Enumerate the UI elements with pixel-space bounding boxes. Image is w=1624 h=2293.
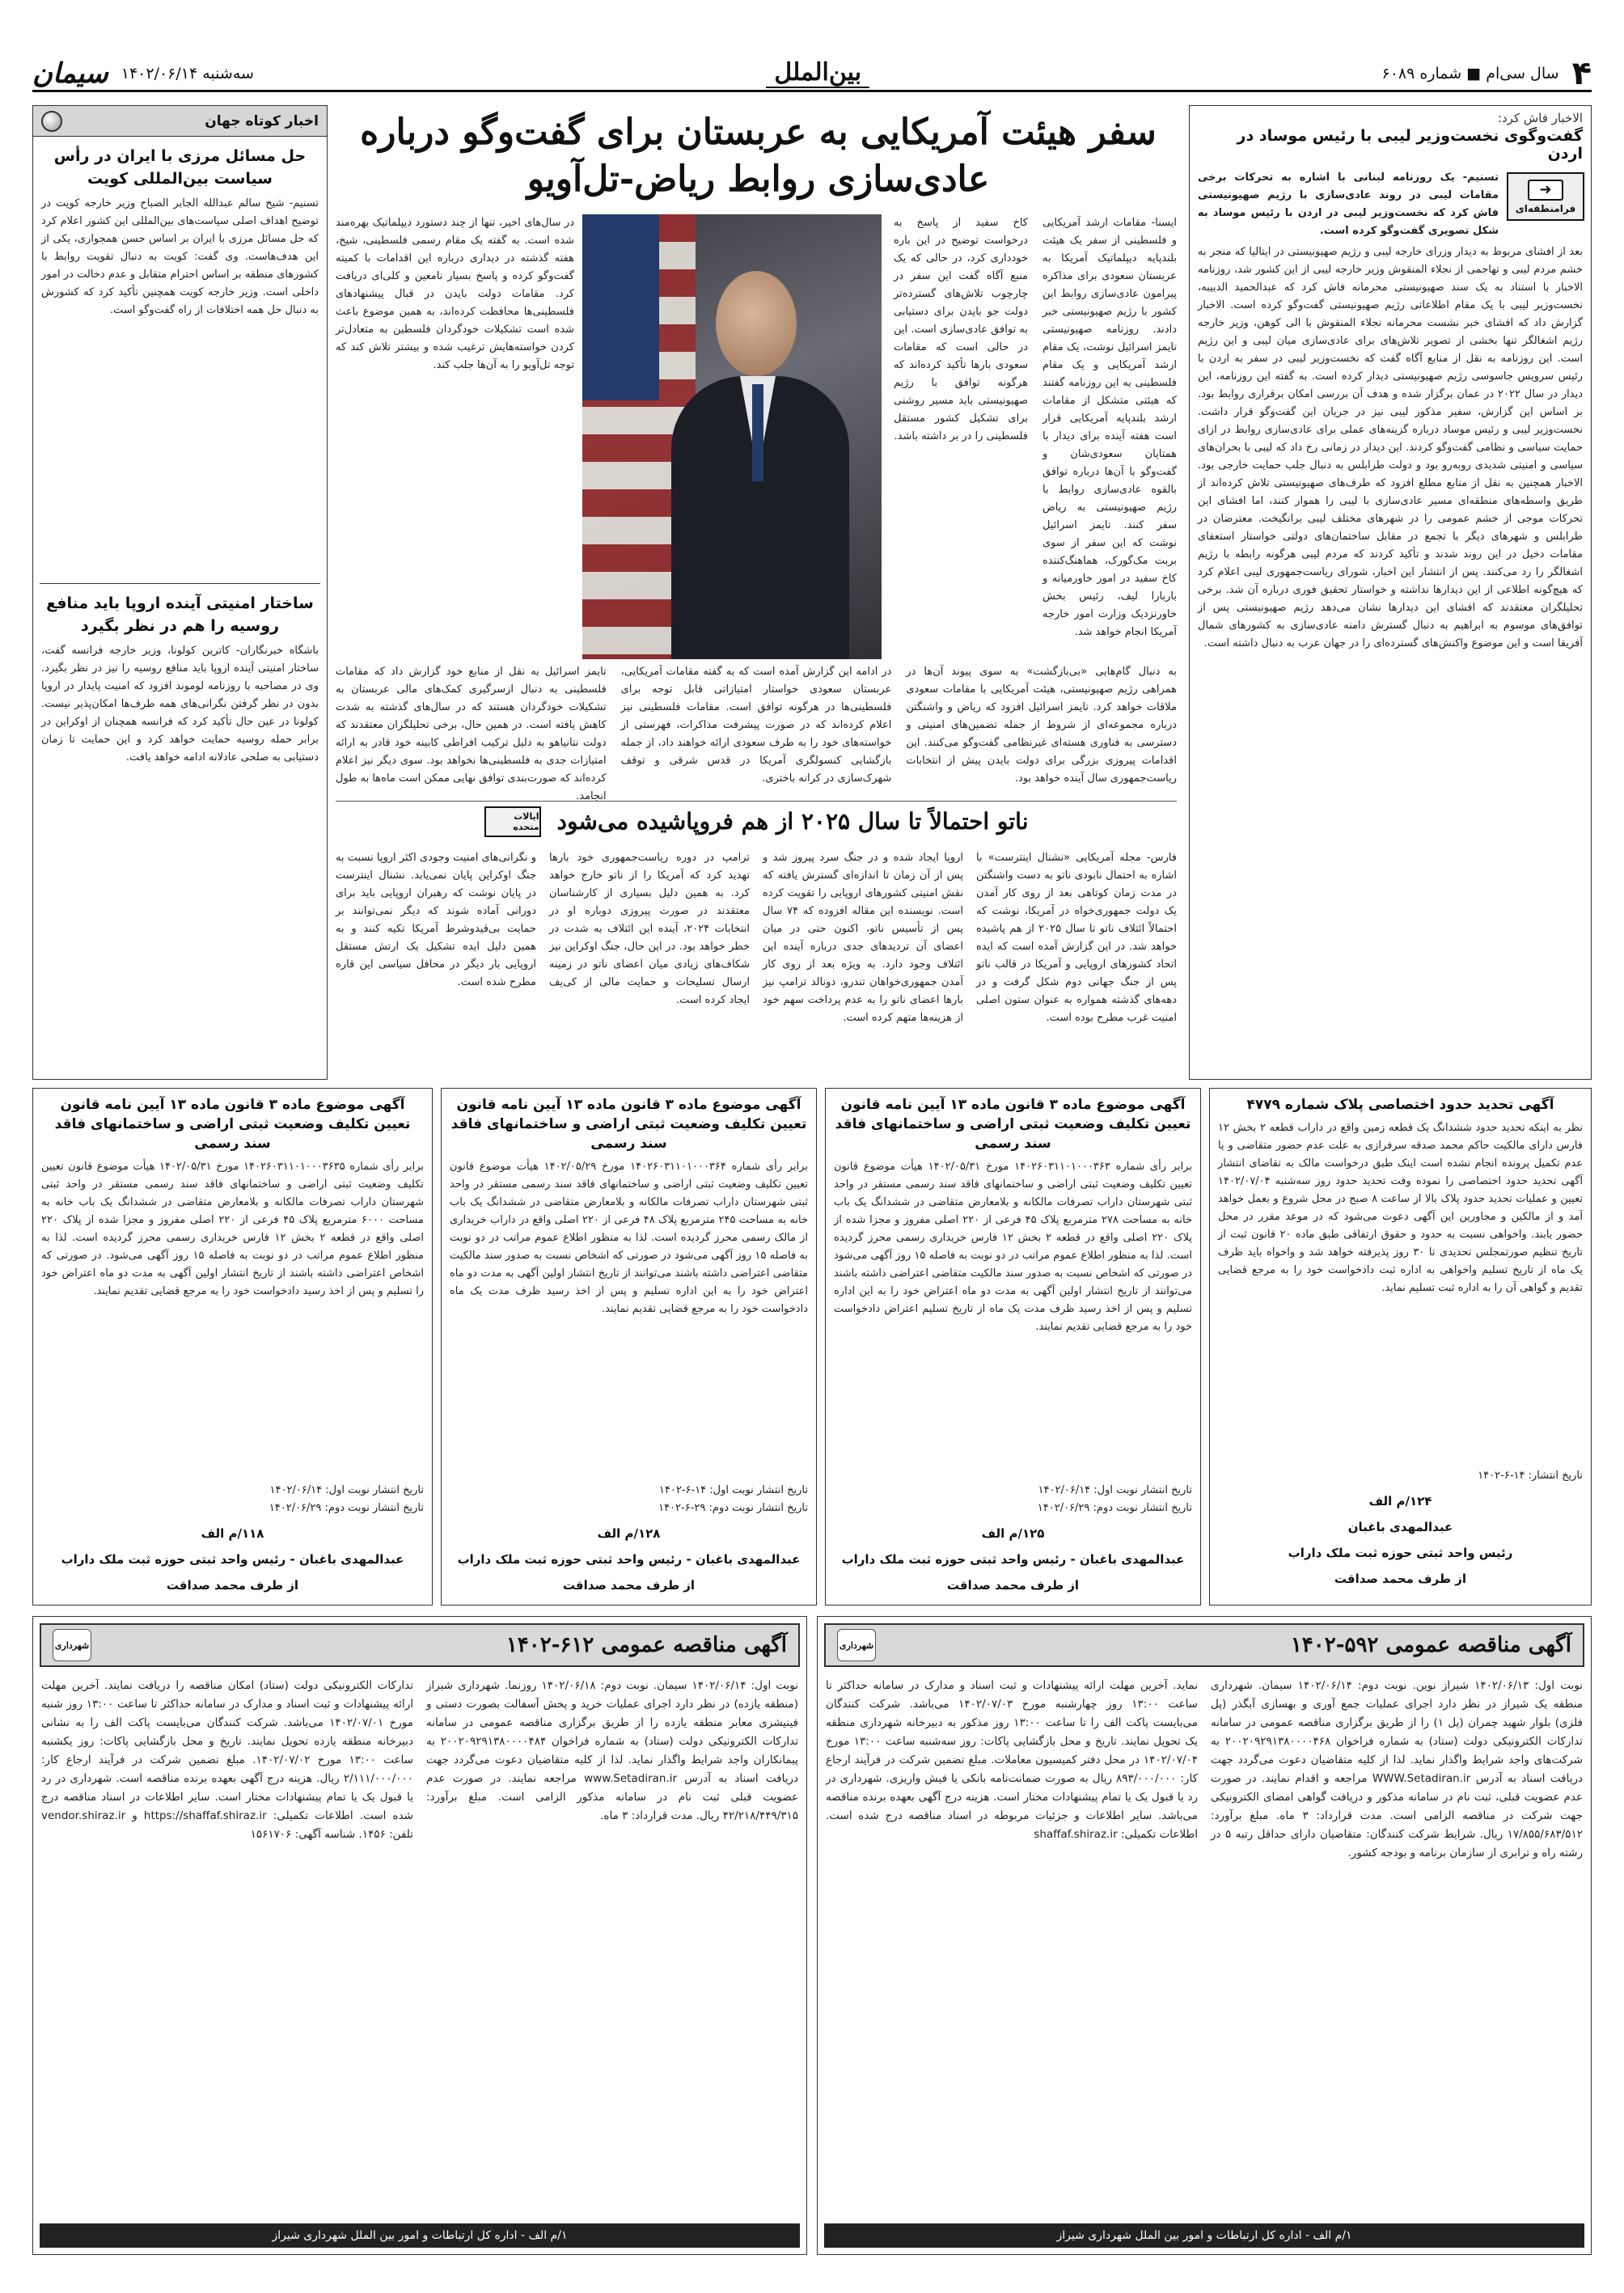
- tender-592-col-right: نوبت اول: ۱۴۰۲/۰۶/۱۳ شیراز نوین. نوبت دوم: ۱۴۰۲/۰۶/۱۴ سیمان. شهرداری منطقه یک شیراز در نظر دارد اجرای عملیات جمع آوری و بهسازی آبگذر (پل فلزی) بلوار شهید چمران (پل ۱) را از طریق برگزاری مناقصه عمومی در سامانه تدارکات الکترونیکی دولت (ستاد) به شماره فراخوان ۲۰۰۲۰۹۲۹۱۳۸۰۰۰۰۴۶۸ به شرکت‌های واجد شرایط واگذار نماید. لذا از کلیه متقاضیان دعوت می‌گردد جهت دریافت اسناد به آدرس WWW.Setadiran.ir مراجعه و اقدام نمایند. در صورت عدم عضویت قبلی، ثبت نام در سامانه مذکور و دریافت گواهی امضای الکترونیکی جهت شرکت در مناقصه الزامی است. مدت قرارداد: ۳ ماه. مبلغ برآورد: ۱۷/۸۵۵/۶۸۳/۵۱۲ ریال. شرایط شرکت کنندگان: متقاضیان دارای حداقل رتبه ۵ در رشته راه و ترابری از سازمان برنامه و بودجه کشور.: [1211, 1679, 1584, 1859]
- libya-story: [1189, 105, 1592, 1080]
- notice-3-date: تاریخ انتشار نوبت اول: ۱۴-۶-۱۴۰۲: [658, 1484, 808, 1496]
- nato-col3: ترامپ در دوره ریاست‌جمهوری خود بارها تهدید کرد که آمریکا را از ناتو خارج خواهد کرد. به همین دلیل بسیاری از کارشناسان معتقدند در صورت پیروزی دوباره او در انتخابات ۲۰۲۴، آینده این ائتلاف به شدت در خطر خواهد بود. در این حال، جنگ اوکراین نیز شکاف‌های زیادی میان اعضای ناتو در زمینه ارسال تسلیحات و حمایت مالی از کی‌یف ایجاد کرده است.: [549, 852, 750, 1006]
- notice-4-by: از طرف محمد صداقت: [166, 1578, 299, 1593]
- short-news-label: اخبار کوتاه جهان: [205, 112, 319, 129]
- tender-612-footer: ۱/م الف - اداره کل ارتباطات و امور بین الملل شهرداری شیراز: [40, 2223, 800, 2248]
- notice-4-date2: تاریخ انتشار نوبت دوم: ۱۴۰۲/۰۶/۲۹: [269, 1502, 424, 1514]
- nato-col1: فارس- مجله آمریکایی «نشنال اینترست» با اشاره به احتمال نابودی ناتو به دست واشنگتن در مدت زمان کوتاهی بعد از روی کار آمدن یک دولت جمهوری‌خواه در آمریکا، نوشت که احتمالاً ائتلاف ناتو تا سال ۲۰۲۵ از هم پاشیده خواهد شد. در این گزارش آمده است که ایده اتحاد کشورهای اروپایی و آمریکا در قالب ناتو پس از جنگ جهانی دوم شکل گرفت و در دهه‌های گذشته همواره به عنوان ستون اصلی امنیت غرب مطرح بوده است.: [976, 852, 1177, 1024]
- globe-icon: [41, 111, 62, 132]
- main-story-bottom-cols: [335, 663, 1177, 802]
- tender-592-col-left: نماید. آخرین مهلت ارائه پیشنهادات و ثبت اسناد و مدارک در سامانه حداکثر تا ساعت ۱۳:۰۰ روز چهارشنبه مورخ ۱۴۰۲/۰۷/۰۳ می‌باشد. شرکت کنندگان می‌بایست پاکت الف را تا ساعت ۱۳:۰۰ روز مذکور به دبیرخانه شهرداری منطقه یک تحویل نمایند. تاریخ و محل بازگشایی پاکات: روز سه‌شنبه ساعت ۱۳:۰۰ مورخ ۱۴۰۲/۰۷/۰۴ در محل دفتر کمیسیون معاملات. مبلغ تضمین شرکت در فرآیند ارجاع کار: ۸۹۳/۰۰۰/۰۰۰ ریال به صورت ضمانت‌نامه بانکی یا فیش واریزی. شهرداری در رد یا قبول یک یا تمام پیشنهادات مختار است. هزینه درج آگهی بعهده برنده مناقصه می‌باشد. سایر اطلاعات و جزئیات مربوطه در اسناد مناقصه درج شده است. اطلاعات تکمیلی: shaffaf.shiraz.ir: [826, 1679, 1198, 1841]
- notice-2-by: از طرف محمد صداقت: [946, 1578, 1080, 1593]
- tender-612-col-left: تدارکات الکترونیکی دولت (ستاد) امکان مناقصه را دریافت نمایند. آخرین مهلت ارائه پیشنهادات و ثبت اسناد و مدارک در سامانه حداکثر تا ساعت ۱۳:۰۰ روز شنبه مورخ ۱۴۰۲/۰۷/۰۱ می‌باشد. شرکت کنندگان می‌بایست پاکت الف را به نشانی دبیرخانه منطقه یازده تحویل نمایند. تاریخ و محل بازگشایی پاکات: روز یکشنبه ساعت ۱۳:۰۰ مورخ ۱۴۰۲/۰۷/۰۲. مبلغ تضمین شرکت در فرآیند ارجاع کار: ۲/۱۱۱/۰۰۰/۰۰۰ ریال. هزینه درج آگهی بعهده برنده مناقصه است. شهرداری در رد یا قبول یک یا تمام پیشنهادات مختار است. سایر اطلاعات در اسناد مناقصه درج شده است. اطلاعات تکمیلی: https://shaffaf.shiraz.ir و vendor.shiraz.ir تلفن: ۱۴۵۶. شناسه آگهی: ۱۵۶۱۷۰۶: [41, 1679, 414, 1841]
- notice-4-date: تاریخ انتشار نوبت اول: ۱۴۰۲/۰۶/۱۴: [269, 1484, 424, 1496]
- notice-1-body: نظر به اینکه تحدید حدود ششدانگ یک قطعه زمین واقع در داراب قطعه ۲ بخش ۱۲ فارس دارای مالکیت حاکم محمد صدقه سرفرازی به علت عدم حضور متقاضی و یا عدم تکمیل پرونده انجام نشده است اینک طبق درخواست مالک به تقاضای انتشار آگهی تحدید حدود اختصاصی را نموده وقت تحدید حدود روز سه‌شنبه ۱۴۰۲/۰۷/۰۴ تعیین و عملیات تحدید حدود پلاک بالا از ساعت ۸ صبح در محل شروع و بعمل خواهد آمد و از مالکین و مجاورین این آگهی دعوت می‌شود که در موعد مقرر در محل حضور یابند. واخواهی نسبت به حدود و حقوق ارتفاقی طبق ماده ۲۰ قانون ثبت از تاریخ تنظیم صورتمجلس تحدیدی تا ۳۰ روز پذیرفته خواهد شد و واخواه باید ظرف یک ماه از تاریخ تسلیم واخواهی به اداره ثبت دادخواست خود را به مرجع قضایی تقدیم و گواهی آن را به اداره ثبت تسلیم نماید.: [1218, 1122, 1583, 1294]
- main-text-a: ایسنا- مقامات ارشد آمریکایی و فلسطینی از سفر یک هیئت بلندپایه دیپلماتیک آمریکا به عربستان سعودی برای مذاکره پیرامون عادی‌سازی روابط این کشور با رژیم صهیونیستی خبر دادند. روزنامه صهیونیستی تایمز اسرائیل نوشت، یک مقام ارشد آمریکایی و یک مقام فلسطینی به این روزنامه گفتند که هیئتی متشکل از مقامات ارشد بلندپایه آمریکایی قرار است هفته آینده برای دیدار با همتایان سعودی‌شان و گفت‌وگو با آن‌ها درباره توافق بالقوه عادی‌سازی روابط با رژیم صهیونیستی به ریاض سفر کنند. تایمز اسرائیل نوشت که این سفر از سوی بربت مک‌گورک، هماهنگ‌کننده کاخ سفید در امور خاورمیانه و باربارا لیف، رئیس بخش خاورنزدیک وزارت امور خارجه آمریکا انجام خواهد شد.: [1042, 217, 1177, 638]
- shiraz-municipality-logo: شهرداری: [837, 1629, 876, 1661]
- notice-4: [32, 1088, 433, 1606]
- tender-612-header: [40, 1623, 800, 1667]
- divider: [40, 583, 320, 584]
- notice-2-title: آگهی موضوع ماده ۳ قانون ماده ۱۳ آیین نامه قانون تعیین تکلیف وضعیت ثبتی اراضی و ساختمانهای فاقد سند رسمی: [835, 1097, 1191, 1152]
- main-text-b: کاخ سفید از پاسخ به درخواست توضیح در این باره خودداری کرد، در حالی که یک منبع آگاه گفت این سفر در چارچوب تلاش‌های گسترده‌تر دولت جو بایدن برای دستیابی به توافق عادی‌سازی است. این در حالی است که مقامات سعودی بارها تأکید کرده‌اند که هرگونه توافق با رژیم صهیونیستی باید مسیر روشنی برای تشکیل کشور مستقل فلسطینی را در بر داشته باشد.: [894, 217, 1028, 442]
- tender-592-title: آگهی مناقصه عمومی ۵۹۲-۱۴۰۲: [1290, 1633, 1571, 1657]
- tender-592-body: [818, 1673, 1591, 2223]
- notice-4-body: برابر رأی شماره ۱۴۰۲۶۰۳۱۱۰۱۰۰۰۳۶۳۵ مورخ ۱۴۰۲/۰۵/۳۱ هیأت موضوع قانون تعیین تکلیف وضعیت ثبتی اراضی و ساختمانهای فاقد سند رسمی مستقر در واحد ثبتی شهرستان داراب تصرفات مالکانه و بلامعارض متقاضی در ششدانگ یک باب خانه به مساحت ۶۰۰۰ مترمربع پلاک ۴۵ فرعی از ۲۲۰ اصلی مفروز و مجزا شده از پلاک ۲۲۰ اصلی واقع در قطعه ۲ بخش ۱۲ فارس خریداری رسمی محرز گردیده است. لذا به منظور اطلاع عموم مراتب در دو نوبت به فاصله ۱۵ روز آگهی می‌شود. در صورتی که اشخاص اعتراضی داشته باشند از تاریخ انتشار اولین آگهی به مدت دو ماه اعتراض خود را تسلیم و پس از اخذ رسید دادخواست خود را به مرجع قضایی تقدیم نمایند.: [41, 1161, 424, 1297]
- main-text-c: در سال‌های اخیر، تنها از چند دستورد دیپلماتیک بهره‌مند شده است. به گفته یک مقام رسمی فلسطینی، شیخ، هفته گذشته در دیداری درباره این اقدامات با کمیته گفت‌وگو کرده و پاسخ بسیار نامعین و کلی‌ای دریافت کرد. مقامات دولت بایدن در قبال پیشنهادهای فلسطینی‌ها محافظت کرده‌اند، به همین موضوع باعث شده است تشکیلات خودگردان فلسطین به متعادل‌تر کردن خواسته‌هایش ترغیب شده و بیشتر تلاش کند که توجه تل‌آویو را به آن‌ها جلب کند.: [336, 217, 574, 371]
- short-news-label-bar: [33, 106, 327, 137]
- official-portrait: [671, 271, 833, 659]
- notice-1-code: ۱۲۴/م الف: [1368, 1494, 1432, 1508]
- header-right: [1382, 55, 1592, 92]
- europe-body: باشگاه خبرنگاران- کاترین کولونا، وزیر خارجه فرانسه گفت، ساختار امنیتی آینده اروپا باید منافع روسیه را نیز در نظر بگیرد. وی در مصاحبه با روزنامه لوموند افزود که امنیت پایدار در اروپا بدون در نظر گرفتن نگرانی‌های همه طرف‌ها امکان‌پذیر نیست. کولونا در عین حال تأکید کرد که فرانسه همچنان از اوکراین در برابر حمله روسیه حمایت خواهد کرد و این حمایت تا زمان دستیابی به صلحی عادلانه ادامه خواهد یافت.: [41, 645, 319, 764]
- section-title: بین‌الملل: [766, 58, 869, 88]
- notice-3-date2: تاریخ انتشار نوبت دوم: ۲۹-۶-۱۴۰۲: [658, 1502, 808, 1514]
- nato-col2: اروپا ایجاد شده و در جنگ سرد پیروز شد و پس از آن زمان تا اندازه‌ای گسترش یافته که نقش امنیتی کشورهای اروپایی را تقویت کرده است. نویسنده این مقاله افزوده که ۷۴ سال پس از تأسیس ناتو، اکنون حتی در میان اعضای آن تردیدهای جدی درباره آینده این ائتلاف وجود دارد. به ویژه بعد از روی کار آمدن جمهوری‌خواهان تندرو، دونالد ترامپ نیز بارها اعضای ناتو را به عدم پرداخت سهم خود از هزینه‌ها متهم کرده است.: [763, 852, 963, 1024]
- notice-4-signer: عبدالمهدی باغبان - رئیس واحد ثبتی حوزه ثبت ملک داراب: [61, 1552, 404, 1567]
- notice-3-by: از طرف محمد صداقت: [562, 1578, 696, 1593]
- notice-3: [441, 1088, 817, 1606]
- notice-1-date: تاریخ انتشار: ۱۴-۶-۱۴۰۲: [1478, 1470, 1583, 1482]
- notice-1-role: رئیس واحد ثبتی حوزه ثبت ملک داراب: [1288, 1546, 1513, 1560]
- libya-lead: تسنیم- یک روزنامه لبنانی با اشاره به تحرکات برخی مقامات لیبی در روند عادی‌سازی با رژیم صهیونیستی فاش کرد که نخست‌وزیر لیبی در اردن با رئیس موساد به شکل تصویری گفت‌وگو کرده است.: [1198, 171, 1499, 237]
- tender-592-footer: ۱/م الف - اداره کل ارتباطات و امور بین الملل شهرداری شیراز: [824, 2223, 1584, 2248]
- notice-3-code: ۱۲۸/م الف: [597, 1526, 661, 1541]
- notice-2-date: تاریخ انتشار نوبت اول: ۱۴۰۲/۰۶/۱۴: [1038, 1484, 1192, 1496]
- notice-1-signer: عبدالمهدی باغبان: [1347, 1520, 1453, 1534]
- notice-2-signer: عبدالمهدی باغبان - رئیس واحد ثبتی حوزه ثبت ملک داراب: [841, 1552, 1185, 1567]
- issue-date: سه‌شنبه ۱۴۰۲/۰۶/۱۴: [121, 64, 254, 82]
- notice-3-signer: عبدالمهدی باغبان - رئیس واحد ثبتی حوزه ثبت ملک داراب: [457, 1552, 801, 1567]
- page-number: ۴: [1571, 54, 1592, 92]
- nato-headline-bar: [336, 801, 1177, 841]
- notice-2-code: ۱۲۵/م الف: [981, 1526, 1045, 1541]
- legal-notices-row: [32, 1088, 1592, 1606]
- short-news-column: [32, 105, 328, 1080]
- kuwait-headline: حل مسائل مرزی با ایران در رأس سیاست بین‌المللی کویت: [53, 147, 307, 188]
- flag-canton: [582, 214, 659, 400]
- arrow-icon: ➜: [1528, 180, 1563, 201]
- nato-headline: ناتو احتمالاً تا سال ۲۰۲۵ از هم فروپاشیده می‌شود: [556, 808, 1029, 835]
- libya-kicker: الاخبار فاش کرد:: [1497, 111, 1583, 125]
- notice-1-title: آگهی تحدید حدود اختصاصی پلاک شماره ۴۷۷۹: [1246, 1097, 1554, 1113]
- main-headline-line1: سفر هیئت آمریکایی به عربستان برای گفت‌وگو درباره: [360, 112, 1157, 153]
- main-text-d: به دنبال گام‌هایی «بی‌بازگشت» به سوی پیوند آن‌ها در همراهی رژیم صهیونیستی، هیئت آمریکایی با مقامات سعودی ملاقات خواهد کرد. تایمز اسرائیل افزود که ریاض و واشنگتن درباره مجموعه‌ای از شروط از جمله تضمین‌های امنیتی و دسترسی به فناوری هسته‌ای غیرنظامی گفت‌وگو می‌کنند. این اقدامات پیروزی بزرگی برای دولت بایدن پیش از انتخابات ریاست‌جمهوری سال آینده خواهد بود.: [906, 666, 1177, 785]
- header-left: [32, 57, 254, 90]
- notice-2: [825, 1088, 1201, 1606]
- main-text-f: تایمز اسرائیل به نقل از منابع خود گزارش داد که مقامات فلسطینی به دنبال ازسرگیری کمک‌های مالی عربستان به تشکیلات خودگردان هستند که در سال‌های گذشته به شدت کاهش یافته است. در همین حال، برخی تحلیلگران معتقدند که دولت نتانیاهو به دلیل ترکیب افراطی کابینه خود قادر به ارائه امتیازات جدی به فلسطینی‌ها نخواهد بود. سوی دیگر نیز اعلام کرده‌اند که صورت‌بندی توافق نهایی ممکن است ماه‌ها به طول انجامد.: [335, 666, 607, 802]
- tender-612-body: [33, 1673, 806, 2223]
- usa-tag: ایالات متحده: [484, 806, 541, 837]
- region-tag-label: فرامنطقه‌ای: [1515, 202, 1576, 214]
- main-story-photo: [582, 214, 882, 659]
- tender-592: [817, 1616, 1592, 2255]
- notice-2-date2: تاریخ انتشار نوبت دوم: ۱۴۰۲/۰۶/۲۹: [1037, 1502, 1192, 1514]
- main-headline: [336, 109, 1181, 203]
- tender-592-header: [824, 1623, 1584, 1667]
- tender-612: [32, 1616, 807, 2255]
- main-story-left-cols: [336, 214, 574, 651]
- nato-story-cols: [336, 849, 1177, 1076]
- notice-4-title: آگهی موضوع ماده ۳ قانون ماده ۱۳ آیین نامه قانون تعیین تکلیف وضعیت ثبتی اراضی و ساختمانهای فاقد سند رسمی: [54, 1097, 411, 1152]
- issue-info: سال سی‌ام ■ شماره ۶۰۸۹: [1381, 64, 1559, 82]
- notice-1: [1209, 1088, 1592, 1606]
- main-story-right-cols: [894, 214, 1177, 651]
- main-text-e: در ادامه این گزارش آمده است که به گفته مقامات آمریکایی، عربستان سعودی خواستار امتیازاتی قابل توجه برای فلسطینی‌ها در هرگونه توافق است. مقامات فلسطینی نیز اعلام کرده‌اند که در صورت پیشرفت مذاکرات، فهرستی از خواسته‌های خود را به طرف سعودی ارائه خواهند داد، از جمله بازگشایی کنسولگری آمریکا در قدس شرقی و توقف شهرک‌سازی در کرانه باختری.: [620, 666, 892, 785]
- nato-col4: و نگرانی‌های امنیت وجودی اکثر اروپا نسبت به جنگ اوکراین پایان نمی‌یابد. نشنال اینترست در پایان نوشت که رهبران اروپایی باید برای دورانی آماده شوند که دیگر نمی‌توانند بر حمایت بی‌قیدوشرط آمریکا تکیه کنند و به همین دلیل ایده تشکیل یک ارتش مستقل اروپایی بار دیگر در محافل سیاسی این قاره مطرح شده است.: [336, 852, 536, 988]
- libya-headline: گفت‌وگوی نخست‌وزیر لیبی با رئیس موساد در اردن: [1237, 127, 1583, 163]
- shiraz-municipality-logo: شهرداری: [53, 1629, 91, 1661]
- page-header: [32, 54, 1592, 92]
- europe-headline: ساختار امنیتی آینده اروپا باید منافع روسیه را هم در نظر بگیرد: [46, 594, 314, 635]
- notice-2-body: برابر رأی شماره ۱۴۰۲۶۰۳۱۱۰۱۰۰۰۳۶۳ مورخ ۱۴۰۲/۰۵/۳۱ هیأت موضوع قانون تعیین تکلیف وضعیت ثبتی اراضی و ساختمانهای فاقد سند رسمی مستقر در واحد ثبتی شهرستان داراب تصرفات مالکانه و بلامعارض متقاضی در ششدانگ یک باب خانه به مساحت ۲۷۸ مترمربع پلاک ۴۵ فرعی از ۲۲۰ اصلی مفروز و مجزا شده از پلاک ۲۲۰ اصلی واقع در قطعه ۲ بخش ۱۲ فارس خریداری رسمی محرز گردیده است. لذا به منظور اطلاع عموم مراتب در دو نوبت به فاصله ۱۵ روز آگهی می‌شود در صورتی که اشخاص نسبت به صدور سند مالکیت متقاضی اعتراضی داشته باشند می‌توانند از تاریخ انتشار اولین آگهی به مدت دو ماه اعتراض خود را به این اداره تسلیم و پس از اخذ رسید ظرف مدت یک ماه از تاریخ تسلیم اعتراض دادخواست خود را به مرجع قضایی تقدیم نمایند.: [834, 1161, 1193, 1333]
- notice-4-code: ۱۱۸/م الف: [201, 1526, 264, 1541]
- tender-612-title: آگهی مناقصه عمومی ۶۱۲-۱۴۰۲: [505, 1633, 787, 1657]
- tender-612-col-right: نوبت اول: ۱۴۰۲/۰۶/۱۴ سیمان. نوبت دوم: ۱۴۰۲/۰۶/۱۸ روزنما. شهرداری شیراز (منطقه یازده) در نظر دارد اجرای عملیات خرید و پخش آسفالت بصورت دستی و فینیشری معابر منطقه یازده را از طریق برگزاری مناقصه عمومی در سامانه تدارکات الکترونیکی دولت (ستاد) به شماره فراخوان ۲۰۰۲۰۹۲۹۱۳۸۰۰۰۰۴۸۴ به پیمانکاران واجد شرایط واگذار نماید. لذا از کلیه متقاضیان دعوت می‌گردد جهت دریافت اسناد به آدرس www.Setadiran.ir مراجعه نمایند. در صورت عدم عضویت قبلی ثبت نام در سامانه مذکور الزامی است. مبلغ برآورد: ۴۲/۲۱۸/۴۴۹/۳۱۵ ریال. مدت قرارداد: ۳ ماه.: [426, 1679, 799, 1822]
- region-tag: [1507, 172, 1584, 221]
- libya-body: بعد از افشای مربوط به دیدار وزرای خارجه لیبی و رژیم صهیونیستی در ایتالیا که منجر به خشم مردم لیبی و تهاجمی از نجلاء المنقوش وزیر خارجه لیبی از این کشور شد، روزنامه الاخبار با استناد به یک سند صهیونیستی محرمانه فاش کرد که عبدالحمید الدبیبه، نخست‌وزیر لیبی با یک مقام اطلاعاتی رژیم صهیونیستی گفت‌وگو کرده است. الاخبار گزارش داد که افشای خبر نشست محرمانه نجلاء المنقوش با الی کوهن، وزیر خارجه رژیم اشغالگر تنها بخشی از تصویر تلاش‌های برای عادی‌سازی میان لیبی و این رژیم است. این روزنامه به نقل از منابع آگاه گفت که نخست‌وزیر لیبی در سفر به اردن با رئیس سرویس جاسوسی رژیم صهیونیستی دیدار کرده است. به گفته این روزنامه، این دیدار در سال ۲۰۲۲ در عمان برگزار شده و هدف آن بررسی امکان برقراری روابط بود. بر اساس این گزارش، سفیر مذکور لیبی نیز در جریان این گفت‌وگو قرار داشت. نخست‌وزیر لیبی و رئیس موساد درباره گزینه‌های عملی برای عادی‌سازی روابط در ازای حمایت سیاسی و نظامی گفت‌وگو کردند. این دیدار در زمانی رخ داد که لیبی با بحران‌های سیاسی و امنیتی شدیدی روبه‌رو بود و دولت طرابلس به دنبال جلب حمایت خارجی بود. الاخبار همچنین به نقل از منابع مطلع افزود که طرف‌های صهیونیستی تلاش کرده‌اند از طریق واسطه‌های منطقه‌ای مسیر عادی‌سازی با لیبی را هموار کنند، اما افشای این تحرکات موجی از خشم عمومی را در شهرهای مختلف لیبی برانگیخت. معترضان در طرابلس و شهرهای دیگر با تجمع در مقابل ساختمان‌های دولتی خواستار استعفای مقامات دخیل در این روند شدند و تأکید کردند که مردم لیبی هرگونه رابطه با رژیم اشغالگر را رد می‌کنند. پس از انتشار این اخبار، شورای ریاست‌جمهوری لیبی اعلام کرد که هیچ‌گونه اطلاعی از این دیدارها نداشته و خواستار تحقیق فوری درباره آن شد. برخی تحلیلگران معتقدند که افشای این دیدارها نشان می‌دهد رژیم صهیونیستی پس از توافق‌های موسوم به ابراهیم به دنبال گسترش دامنه عادی‌سازی به کشورهای شمال آفریقا است و این موضوع واکنش‌های گسترده‌ای را در جهان عرب به دنبال داشته است.: [1198, 246, 1583, 649]
- notice-3-title: آگهی موضوع ماده ۳ قانون ماده ۱۳ آیین نامه قانون تعیین تکلیف وضعیت ثبتی اراضی و ساختمانهای فاقد سند رسمی: [450, 1097, 807, 1152]
- main-headline-line2: عادی‌سازی روابط ریاض-تل‌آویو: [527, 159, 990, 200]
- kuwait-body: تسنیم- شیخ سالم عبدالله الجابر الصباح وزیر خارجه کویت در توضیح اهداف اصلی سیاست‌های بین‌المللی این کشور اعلام کرد که حل مسائل مرزی با ایران بر اساس حسن همجواری، یکی از این هدف‌هاست. وی گفت: کویت به دنبال تقویت روابط با کشورهای منطقه بر اساس احترام متقابل و عدم دخالت در امور داخلی است. وزیر خارجه کویت همچنین تأکید کرد که کشورش به دنبال حل همه اختلافات از راه گفت‌وگو است.: [41, 197, 319, 316]
- newspaper-logo: سیمان: [32, 57, 108, 90]
- notice-1-by: از طرف محمد صداقت: [1334, 1572, 1467, 1586]
- notice-3-body: برابر رأی شماره ۱۴۰۲۶۰۳۱۱۰۱۰۰۰۳۶۴ مورخ ۱۴۰۲/۰۵/۲۹ هیأت موضوع قانون تعیین تکلیف وضعیت ثبتی اراضی و ساختمانهای فاقد سند رسمی مستقر در واحد ثبتی شهرستان داراب تصرفات مالکانه و بلامعارض متقاضی در ششدانگ یک باب خانه به مساحت ۲۴۵ مترمربع پلاک ۴۸ فرعی از ۲۲۰ اصلی واقع در داراب خریداری از مالک رسمی محرز گردیده است. لذا به منظور اطلاع عموم مراتب در دو نوبت به فاصله ۱۵ روز آگهی می‌شود در صورتی که اشخاص نسبت به صدور سند مالکیت متقاضی اعتراضی داشته باشند می‌توانند از تاریخ انتشار اولین آگهی به مدت دو ماه اعتراض خود را به این اداره تسلیم و پس از اخذ رسید ظرف مدت یک ماه دادخواست خود را به مرجع قضایی تقدیم نمایند.: [450, 1161, 808, 1315]
